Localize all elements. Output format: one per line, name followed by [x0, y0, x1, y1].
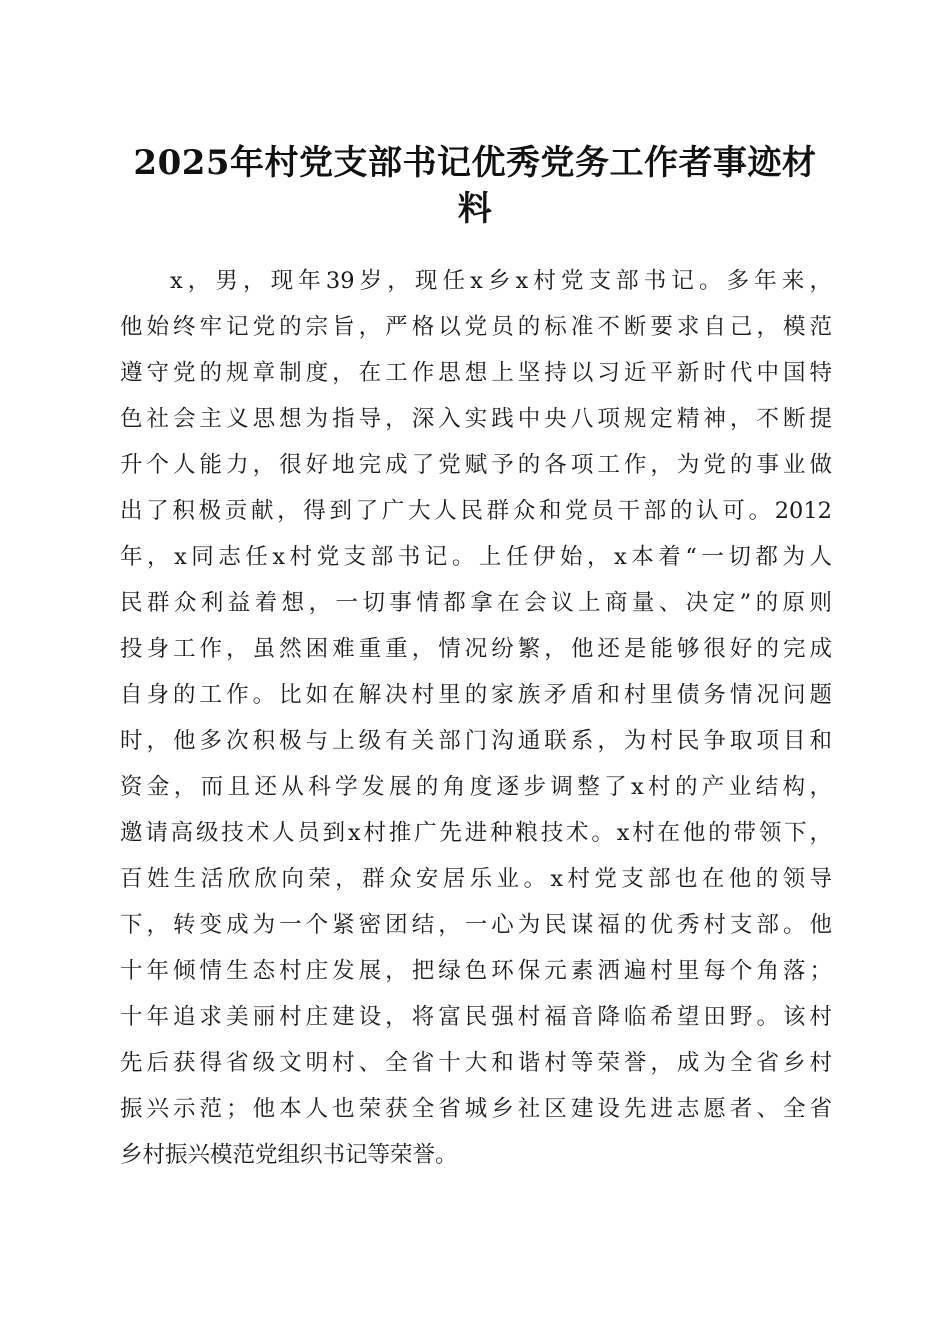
body-line: 先后获得省级文明村、全省十大和谐村等荣誉，成为全省乡村	[120, 1050, 832, 1076]
body-line: 民群众利益着想，一切事情都拿在会议上商量、决定”的原则	[120, 590, 832, 616]
title-line: 料	[457, 189, 493, 229]
body-line: 出了积极贡献，得到了广大人民群众和党员干部的认可。2012	[120, 498, 832, 524]
body-line: x，男，现年39岁，现任x乡x村党支部书记。多年来，	[170, 268, 832, 294]
body-line: 遵守党的规章制度，在工作思想上坚持以习近平新时代中国特	[120, 360, 832, 386]
body-line: 下，转变成为一个紧密团结，一心为民谋福的优秀村支部。他	[120, 912, 832, 938]
body-line: 投身工作，虽然困难重重，情况纷繁，他还是能够很好的完成	[120, 636, 832, 662]
body-line: 十年追求美丽村庄建设，将富民强村福音降临希望田野。该村	[120, 1004, 832, 1030]
body-line: 他始终牢记党的宗旨，严格以党员的标准不断要求自己，模范	[120, 314, 832, 340]
title-line: 2025年村党支部书记优秀党务工作者事迹材	[133, 143, 817, 183]
body-line: 邀请高级技术人员到x村推广先进种粮技术。x村在他的带领下，	[120, 820, 832, 846]
body-line: 百姓生活欣欣向荣，群众安居乐业。x村党支部也在他的领导	[120, 866, 832, 892]
body-line: 资金，而且还从科学发展的角度逐步调整了x村的产业结构，	[120, 774, 832, 800]
document-title	[112, 140, 838, 232]
body-line: 升个人能力，很好地完成了党赋予的各项工作，为党的事业做	[120, 452, 832, 478]
body-line: 自身的工作。比如在解决村里的家族矛盾和村里债务情况问题	[120, 682, 832, 708]
body-line: 时，他多次积极与上级有关部门沟通联系，为村民争取项目和	[120, 728, 832, 754]
body-line: 年，x同志任x村党支部书记。上任伊始，x本着“一切都为人	[120, 544, 832, 570]
body-line: 十年倾情生态村庄发展，把绿色环保元素洒遍村里每个角落；	[120, 958, 832, 984]
document-body	[120, 258, 832, 1178]
body-line: 乡村振兴模范党组织书记等荣誉。	[120, 1142, 458, 1168]
body-line: 色社会主义思想为指导，深入实践中央八项规定精神，不断提	[120, 406, 832, 432]
body-line: 振兴示范；他本人也荣获全省城乡社区建设先进志愿者、全省	[120, 1096, 832, 1122]
